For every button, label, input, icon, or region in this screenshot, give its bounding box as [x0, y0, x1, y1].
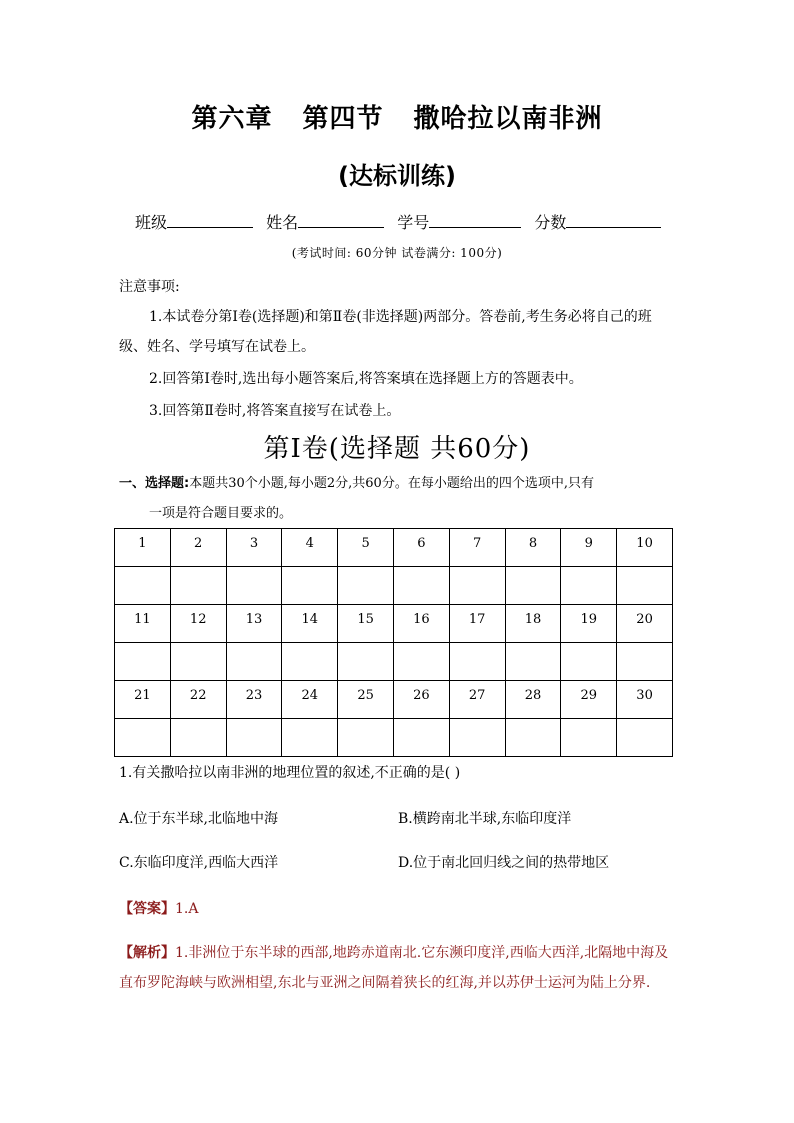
answer-cell[interactable]	[115, 719, 171, 757]
question-number-cell: 6	[393, 529, 449, 567]
question-number-cell: 9	[561, 529, 617, 567]
number-row	[115, 529, 673, 567]
question-number-cell: 27	[449, 681, 505, 719]
answer-cell[interactable]	[393, 643, 449, 681]
answer-cell[interactable]	[226, 643, 282, 681]
topic-label: 撒哈拉以南非洲	[413, 104, 603, 134]
answer-cell[interactable]	[282, 567, 338, 605]
answer-cell[interactable]	[226, 719, 282, 757]
question-number-cell: 1	[115, 529, 171, 567]
note-item-1: 1.本试卷分第Ⅰ卷(选择题)和第Ⅱ卷(非选择题)两部分。答卷前,考生务必将自己的班级、姓名、学号填写在试卷上。	[119, 309, 652, 355]
option-c[interactable]: C.东临印度洋,西临大西洋	[119, 855, 279, 871]
answer-cell[interactable]	[505, 719, 561, 757]
question-number-cell: 7	[449, 529, 505, 567]
question-number-cell: 4	[282, 529, 338, 567]
answer-cell[interactable]	[338, 643, 394, 681]
option-b[interactable]: B.横跨南北半球,东临印度洋	[398, 811, 572, 827]
page-subtitle: (达标训练)	[338, 162, 456, 190]
answer-cell[interactable]	[170, 567, 226, 605]
section-label: 第四节	[302, 104, 384, 134]
exam-timing: (考试时间: 60分钟 试卷满分: 100分)	[291, 246, 503, 260]
answer-cell[interactable]	[449, 567, 505, 605]
question-number-cell: 25	[338, 681, 394, 719]
chapter-label: 第六章	[191, 104, 273, 134]
question-number-cell: 30	[617, 681, 673, 719]
analysis-tag: 【解析】	[119, 945, 175, 961]
answer-tag: 【答案】	[119, 901, 175, 917]
question-number-cell: 23	[226, 681, 282, 719]
question-1-stem: 1.有关撒哈拉以南非洲的地理位置的叙述,不正确的是( )	[119, 765, 461, 781]
question-number-cell: 2	[170, 529, 226, 567]
question-number-cell: 10	[617, 529, 673, 567]
name-field[interactable]: 姓名	[266, 210, 384, 233]
analysis-block	[119, 938, 681, 998]
question-number-cell: 8	[505, 529, 561, 567]
question-number-cell: 5	[338, 529, 394, 567]
question-number-cell: 13	[226, 605, 282, 643]
question-number-cell: 21	[115, 681, 171, 719]
volume-title: 第Ⅰ卷(选择题 共60分)	[263, 434, 531, 464]
number-row	[115, 605, 673, 643]
answer-row	[115, 719, 673, 757]
answer-cell[interactable]	[505, 643, 561, 681]
page-title	[0, 98, 794, 135]
student-info	[135, 210, 661, 233]
section-instruction	[119, 469, 679, 529]
question-number-cell: 19	[561, 605, 617, 643]
answer-cell[interactable]	[617, 643, 673, 681]
question-number-cell: 26	[393, 681, 449, 719]
answer-cell[interactable]	[282, 719, 338, 757]
answer-text: 1.A	[175, 901, 199, 917]
answer-cell[interactable]	[226, 567, 282, 605]
answer-cell[interactable]	[170, 643, 226, 681]
instruction-lead: 一、选择题:	[119, 476, 190, 491]
question-number-cell: 24	[282, 681, 338, 719]
answer-cell[interactable]	[617, 719, 673, 757]
answer-cell[interactable]	[617, 567, 673, 605]
question-number-cell: 29	[561, 681, 617, 719]
answer-cell[interactable]	[561, 643, 617, 681]
answer-cell[interactable]	[449, 719, 505, 757]
option-a[interactable]: A.位于东半球,北临地中海	[119, 811, 279, 827]
note-item-2: 2.回答第Ⅰ卷时,选出每小题答案后,将答案填在选择题上方的答题表中。	[149, 371, 583, 387]
question-number-cell: 16	[393, 605, 449, 643]
answer-cell[interactable]	[338, 719, 394, 757]
question-number-cell: 20	[617, 605, 673, 643]
answer-table	[114, 528, 673, 757]
student-id-field[interactable]: 学号	[397, 210, 521, 233]
question-number-cell: 22	[170, 681, 226, 719]
question-number-cell: 14	[282, 605, 338, 643]
question-number-cell: 28	[505, 681, 561, 719]
score-field[interactable]: 分数	[534, 210, 661, 233]
question-number-cell: 17	[449, 605, 505, 643]
number-row	[115, 681, 673, 719]
answer-cell[interactable]	[449, 643, 505, 681]
instruction-line-2: 一项是符合题目要求的。	[149, 506, 293, 521]
question-number-cell: 15	[338, 605, 394, 643]
question-number-cell: 3	[226, 529, 282, 567]
answer-cell[interactable]	[505, 567, 561, 605]
answer-line	[119, 898, 198, 918]
question-number-cell: 12	[170, 605, 226, 643]
note-item-3: 3.回答第Ⅱ卷时,将答案直接写在试卷上。	[149, 403, 401, 419]
option-d[interactable]: D.位于南北回归线之间的热带地区	[398, 855, 610, 871]
answer-cell[interactable]	[561, 719, 617, 757]
instruction-line-1: 本题共30个小题,每小题2分,共60分。在每小题给出的四个选项中,只有	[189, 476, 594, 491]
answer-cell[interactable]	[282, 643, 338, 681]
question-number-cell: 18	[505, 605, 561, 643]
answer-cell[interactable]	[170, 719, 226, 757]
question-number-cell: 11	[115, 605, 171, 643]
notes-title: 注意事项:	[119, 279, 180, 295]
answer-cell[interactable]	[115, 643, 171, 681]
answer-row	[115, 643, 673, 681]
answer-cell[interactable]	[393, 719, 449, 757]
analysis-text: 1.非洲位于东半球的西部,地跨赤道南北.它东濒印度洋,西临大西洋,北隔地中海及直布罗陀海峡与欧洲相望,东北与亚洲之间隔着狭长的红海,并以苏伊士运河为陆上分界.	[119, 945, 669, 991]
answer-cell[interactable]	[561, 567, 617, 605]
class-field[interactable]: 班级	[135, 210, 253, 233]
answer-cell[interactable]	[338, 567, 394, 605]
answer-cell[interactable]	[393, 567, 449, 605]
answer-row	[115, 567, 673, 605]
answer-cell[interactable]	[115, 567, 171, 605]
